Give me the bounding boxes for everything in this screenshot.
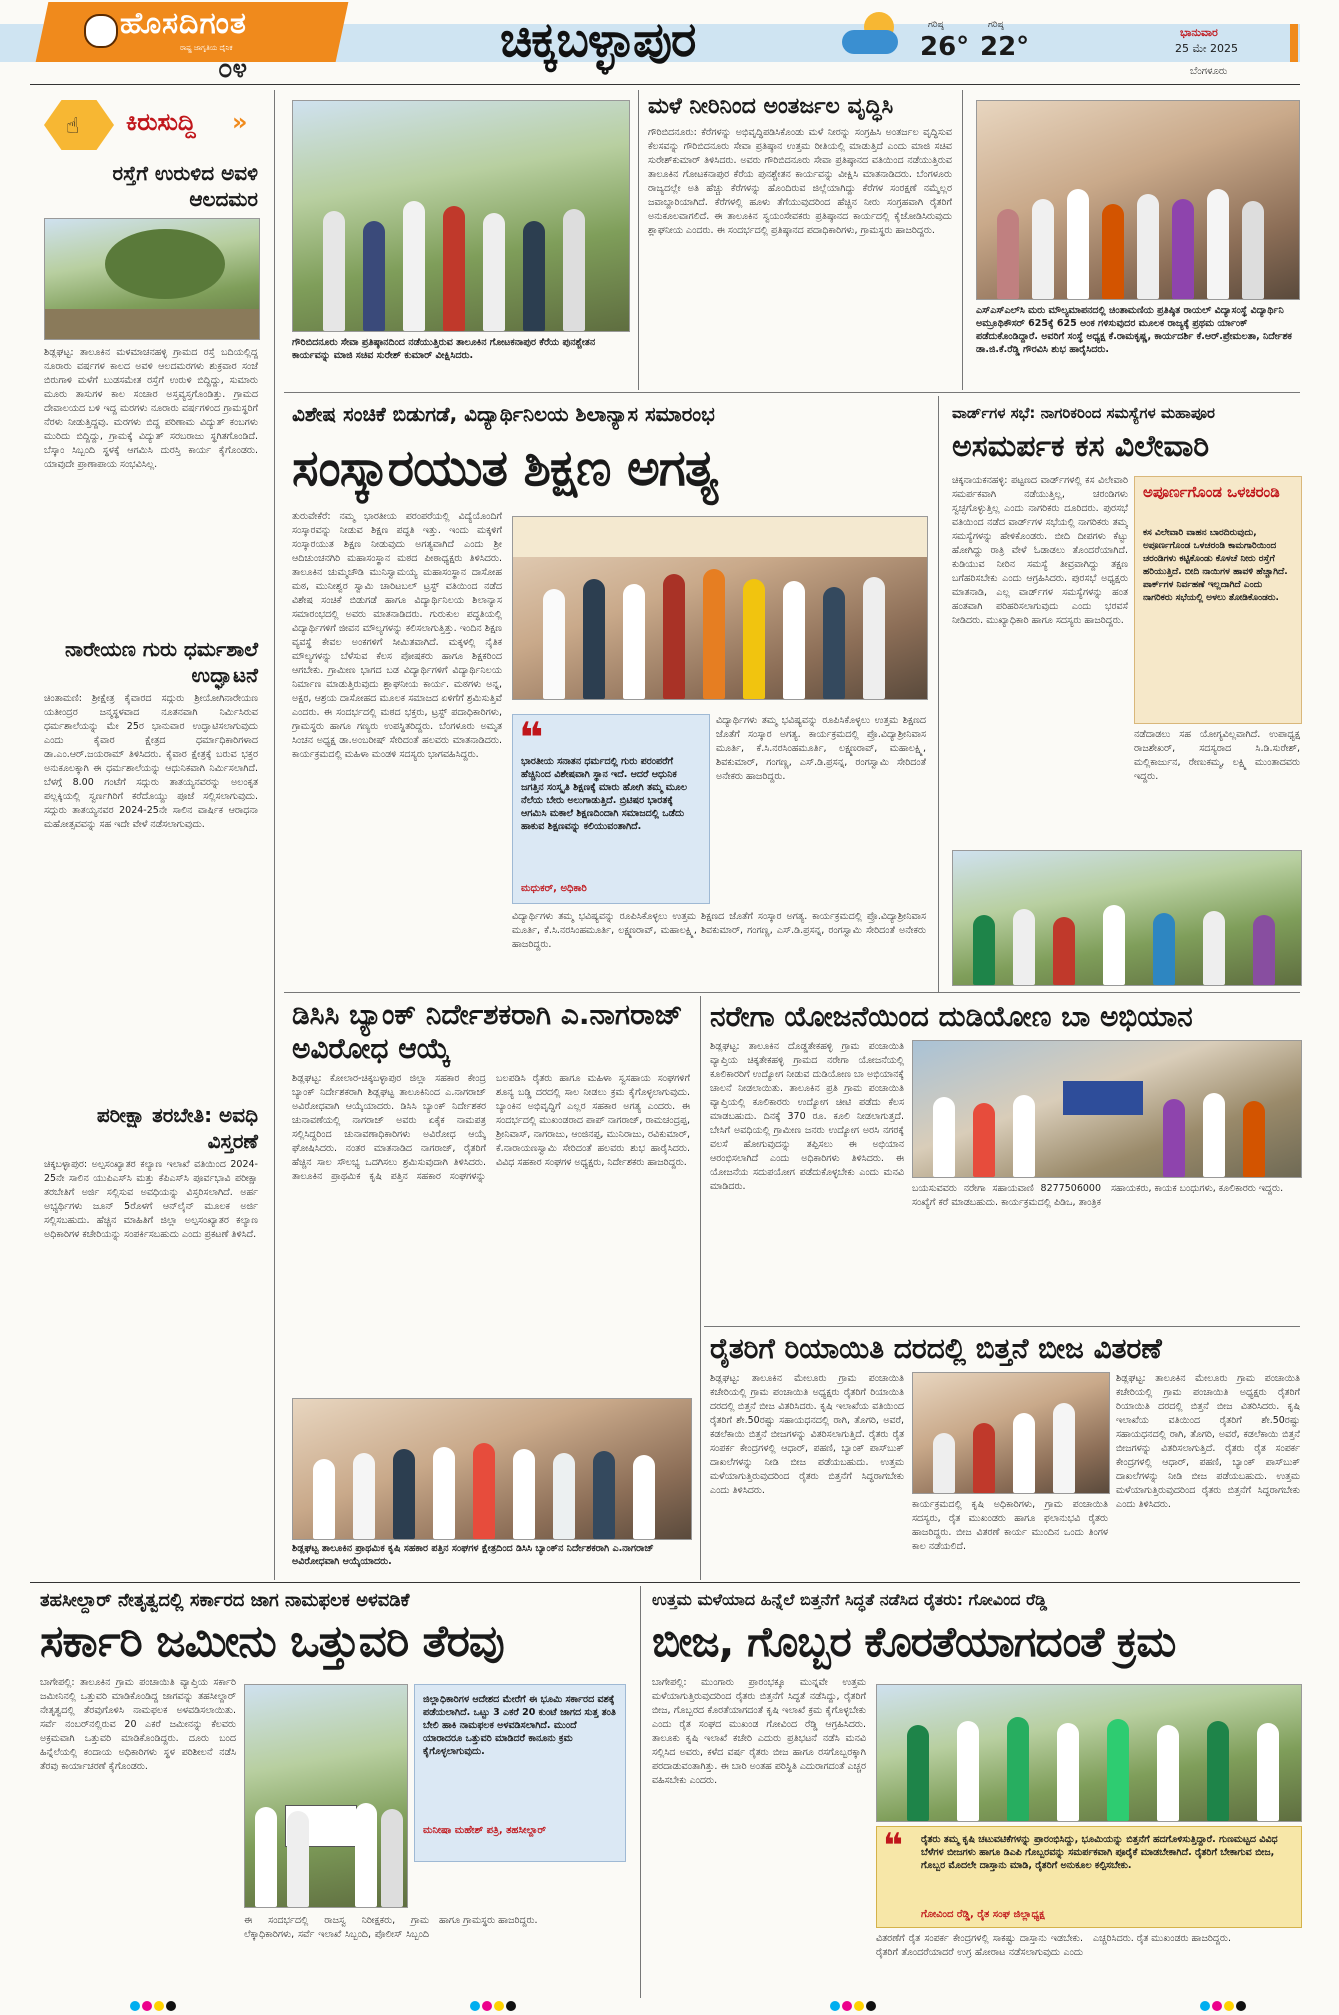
- max-temp-label: ಗರಿಷ್ಠ: [928, 20, 944, 30]
- paper-tagline: ರಾಷ್ಟ್ರ ಜಾಗೃತಿಯ ದೈನಿಕ: [180, 44, 233, 52]
- lead-body3: ವಿದ್ಯಾರ್ಥಿಗಳು ತಮ್ಮ ಭವಿಷ್ಯವನ್ನು ರೂಪಿಸಿಕೊಳ್ಳಲು ಉತ್ತಮ ಶಿಕ್ಷಣದ ಜೊತೆಗೆ ಸಂಸ್ಕಾರ ಅಗತ್ಯ. ಕಾರ್ಯಕ್ರಮದಲ್ಲಿ ಪ್ರೊ.ವಿದ್ಯಾಶ್ರೀನಿವಾಸ ಮೂರ್ತಿ, ಕೆ.ಸಿ.ನರಸಿಂಹಮೂರ್ತಿ, ಲಕ್ಷ್ಮಣರಾವ್, ಮಹಾಲಕ್ಷ್ಮಿ, ಶಿವಕುಮಾರ್, ಗಂಗಣ್ಣ, ಎಸ್.ಡಿ.ಪ್ರಸನ್ನ, ರಂಗಸ್ವಾಮಿ ಸೇರಿದಂತೆ ಅನೇಕರು ಹಾಜರಿದ್ದರು.: [512, 911, 926, 950]
- rule-5: [700, 996, 701, 1580]
- kirusuddi-item3-body: ಚಿಕ್ಕಬಳ್ಳಾಪುರ: ಅಲ್ಪಸಂಖ್ಯಾತರ ಕಲ್ಯಾಣ ಇಲಾಖೆ ವತಿಯಿಂದ 2024-25ನೇ ಸಾಲಿನ ಯುಪಿಎಸ್‌ಸಿ ಮತ್ತು ಕೆಪಿಎಸ್‌ಸಿ ಪೂರ್ವಭಾವಿ ಪರೀಕ್ಷಾ ತರಬೇತಿಗೆ ಅರ್ಜಿ ಸಲ್ಲಿಸುವ ಅವಧಿಯನ್ನು ವಿಸ್ತರಿಸಲಾಗಿದೆ. ಅರ್ಹ ಅಭ್ಯರ್ಥಿಗಳು ಜೂನ್ 5ರೊಳಗೆ ಆನ್‌ಲೈನ್ ಮೂಲಕ ಅರ್ಜಿ ಸಲ್ಲಿಸಬಹುದು. ಹೆಚ್ಚಿನ ಮಾಹಿತಿಗೆ ಜಿಲ್ಲಾ ಅಲ್ಪಸಂಖ್ಯಾತರ ಕಲ್ಯಾಣ ಅಧಿಕಾರಿಗಳ ಕಚೇರಿಯನ್ನು ಸಂಪರ್ಕಿಸಬಹುದು ಎಂದು ಪ್ರಕಟಣೆ ತಿಳಿಸಿದೆ.: [44, 1159, 258, 1240]
- kirusuddi-item3-title: ಪರೀಕ್ಷಾ ತರಬೇತಿ: ಅವಧಿ ವಿಸ್ತರಣೆ: [96, 1103, 258, 1153]
- ceremony-photo: [512, 516, 928, 700]
- land-body2: ಈ ಸಂದರ್ಭದಲ್ಲಿ ರಾಜಸ್ವ ನಿರೀಕ್ಷಕರು, ಗ್ರಾಮ ಲೆಕ್ಕಾಧಿಕಾರಿಗಳು, ಸರ್ವೆ ಇಲಾಖೆ ಸಿಬ್ಬಂದಿ, ಪೊಲೀಸ್ ಸಿಬ್ಬಂದಿ ಹಾಗೂ ಗ್ರಾಮಸ್ಥರು ಹಾಜರಿದ್ದರು.: [244, 1915, 538, 1940]
- kirusuddi-label: ಕಿರುಸುದ್ದಿ: [126, 108, 196, 136]
- max-temp: 26°: [920, 32, 970, 62]
- land-kicker: ತಹಸೀಲ್ದಾರ್ ನೇತೃತ್ವದಲ್ಲಿ ಸರ್ಕಾರದ ಜಾಗ ನಾಮಫಲಕ ಅಳವಡಿಕೆ: [40, 1590, 410, 1611]
- farmer-kicker: ಉತ್ತಮ ಮಳೆಯಾದ ಹಿನ್ನೆಲೆ ಬಿತ್ತನೆಗೆ ಸಿದ್ಧತೆ ನಡೆಸಿದ ರೈತರು: ಗೋವಿಂದ ರೆಡ್ಡಿ: [652, 1590, 1048, 1609]
- rule-h1: [284, 392, 1300, 393]
- dcc-caption: ಶಿಡ್ಲಘಟ್ಟ ತಾಲೂಕಿನ ಪ್ರಾಥಮಿಕ ಕೃಷಿ ಸಹಕಾರ ಪತ್ತಿನ ಸಂಘಗಳ ಕ್ಷೇತ್ರದಿಂದ ಡಿಸಿಸಿ ಬ್ಯಾಂಕ್‌ನ ನಿರ್ದೇಶಕರಾಗಿ ಎ.ನಾಗರಾಜ್ ಅವಿರೋಧವಾಗಿ ಆಯ್ಕೆಯಾದರು.: [292, 1543, 654, 1567]
- dcc-photo: [292, 1398, 692, 1540]
- farmer-headline: ಬೀಜ, ಗೊಬ್ಬರ ಕೊರತೆಯಾಗದಂತೆ ಕ್ರಮ: [652, 1617, 1176, 1666]
- ward-kicker: ವಾರ್ಡ್‌ಗಳ ಸಭೆ: ನಾಗರಿಕರಿಂದ ಸಮಸ್ಯೆಗಳ ಮಹಾಪೂರ: [952, 404, 1215, 422]
- quote-icon: ❝: [519, 713, 544, 762]
- rule-6: [640, 1586, 641, 1998]
- lake-visit-photo: [292, 100, 630, 332]
- registration-marks-4: [1200, 1996, 1248, 2015]
- ward-side-box: [1134, 476, 1302, 724]
- page-number: ೦೪: [218, 54, 248, 84]
- kirusuddi-badge: ☝ ಕಿರುಸುದ್ದಿ »: [44, 96, 254, 154]
- dcc-body: ಶಿಡ್ಲಘಟ್ಟ: ಕೋಲಾರ-ಚಿಕ್ಕಬಳ್ಳಾಪುರ ಜಿಲ್ಲಾ ಸಹಕಾರ ಕೇಂದ್ರ ಬ್ಯಾಂಕ್ ನಿರ್ದೇಶಕರಾಗಿ ಶಿಡ್ಲಘಟ್ಟ ತಾಲೂಕಿನಿಂದ ಎ.ನಾಗರಾಜ್ ಅವಿರೋಧವಾಗಿ ಆಯ್ಕೆಯಾದರು. ಡಿಸಿಸಿ ಬ್ಯಾಂಕ್ ನಿರ್ದೇಶಕರ ಚುನಾವಣೆಯಲ್ಲಿ ನಾಗರಾಜ್ ಅವರು ಏಕೈಕ ನಾಮಪತ್ರ ಸಲ್ಲಿಸಿದ್ದರಿಂದ ಚುನಾವಣಾಧಿಕಾರಿಗಳು ಅವಿರೋಧ ಆಯ್ಕೆ ಘೋಷಿಸಿದರು. ನಂತರ ಮಾತನಾಡಿದ ನಾಗರಾಜ್, ರೈತರಿಗೆ ಹೆಚ್ಚಿನ ಸಾಲ ಸೌಲಭ್ಯ ಒದಗಿಸಲು ಶ್ರಮಿಸುವುದಾಗಿ ತಿಳಿಸಿದರು. ತಾಲೂಕಿನ ಪ್ರಾಥಮಿಕ ಕೃಷಿ ಪತ್ತಿನ ಸಹಕಾರ ಸಂಘಗಳನ್ನು ಬಲಪಡಿಸಿ ರೈತರು ಹಾಗೂ ಮಹಿಳಾ ಸ್ವಸಹಾಯ ಸಂಘಗಳಿಗೆ ಶೂನ್ಯ ಬಡ್ಡಿ ದರದಲ್ಲಿ ಸಾಲ ನೀಡಲು ಕ್ರಮ ಕೈಗೊಳ್ಳಲಾಗುವುದು. ಬ್ಯಾಂಕಿನ ಅಭಿವೃದ್ಧಿಗೆ ಎಲ್ಲರ ಸಹಕಾರ ಅಗತ್ಯ ಎಂದರು. ಈ ಸಂದರ್ಭದಲ್ಲಿ ಮುಖಂಡರಾದ ಪಾಪ್ ನಾಗರಾಜ್, ರಾಮಚಂದ್ರಪ್ಪ, ಶ್ರೀನಿವಾಸ್, ನಾಗರಾಜು, ಆಂಜಿನಪ್ಪ, ಮುನಿರಾಜು, ರವಿಕುಮಾರ್, ಕೆ.ನಾರಾಯಣಸ್ವಾಮಿ ಸೇರಿದಂತೆ ಹಲವರು ಶುಭ ಹಾರೈಸಿದರು. ವಿವಿಧ ಸಹಕಾರ ಸಂಘಗಳ ಅಧ್ಯಕ್ಷರು, ನಿರ್ದೇಶಕರು ಹಾಜರಿದ್ದರು.: [292, 1073, 690, 1182]
- district-title: ಚಿಕ್ಕಬಳ್ಳಾಪುರ: [500, 12, 696, 68]
- rain-story-headline: ಮಳೆ ನೀರಿನಿಂದ ಅಂತರ್ಜಲ ವೃದ್ಧಿಸಿ: [648, 94, 894, 119]
- rule-h2: [284, 992, 1300, 993]
- issue-date: 25 ಮೇ 2025: [1175, 42, 1239, 55]
- lead-quote-box: [512, 714, 710, 904]
- farmer-quote-box: [876, 1826, 1302, 1928]
- lead-headline: ಸಂಸ್ಕಾರಯುತ ಶಿಕ್ಷಣ ಅಗತ್ಯ: [292, 439, 718, 497]
- issue-city: ಬೆಂಗಳೂರು: [1190, 66, 1228, 77]
- nrega-body2: ಬಯಸುವವರು ನರೇಗಾ ಸಹಾಯವಾಣಿ 8277506000 ಸಂಖ್ಯೆಗೆ ಕರೆ ಮಾಡಬಹುದು. ಕಾರ್ಯಕ್ರಮದಲ್ಲಿ ಪಿಡಿಒ, ತಾಂತ್ರಿಕ ಸಹಾಯಕರು, ಕಾಯಕ ಬಂಧುಗಳು, ಕೂಲಿಕಾರರು ಇದ್ದರು.: [912, 1183, 1284, 1208]
- min-temp-label: ಗರಿಷ್ಠ: [988, 20, 1004, 30]
- rule-3: [962, 90, 963, 390]
- kirusuddi-item1-body: ಶಿಡ್ಲಘಟ್ಟ: ತಾಲೂಕಿನ ಮಳಮಾಚನಹಳ್ಳಿ ಗ್ರಾಮದ ರಸ್ತೆ ಬದಿಯಲ್ಲಿದ್ದ ನೂರಾರು ವರ್ಷಗಳ ಕಾಲದ ಅವಳಿ ಆಲದಮರಗಳು ಶುಕ್ರವಾರ ಸಂಜೆ ಬಿರುಗಾಳಿ ಮಳೆಗೆ ಬುಡಸಮೇತ ರಸ್ತೆಗೆ ಉರುಳಿ ಬಿದ್ದಿದ್ದು, ಸುಮಾರು ಮೂರು ತಾಸುಗಳ ಕಾಲ ಸಂಚಾರ ಅಸ್ತವ್ಯಸ್ತಗೊಂಡಿತ್ತು. ಗ್ರಾಮದ ದೇವಾಲಯದ ಬಳಿ ಇದ್ದ ಮರಗಳು ನೂರಾರು ವರ್ಷಗಳಿಂದ ಗ್ರಾಮಸ್ಥರಿಗೆ ನೆರಳು ನೀಡುತ್ತಿದ್ದವು. ಮರಗಳು ಬಿದ್ದ ಪರಿಣಾಮ ವಿದ್ಯುತ್ ಕಂಬಗಳು ಮುರಿದು ಬಿದ್ದಿದ್ದು, ಗ್ರಾಮಕ್ಕೆ ವಿದ್ಯುತ್ ಸರಬರಾಜು ಸ್ಥಗಿತಗೊಂಡಿದೆ. ಬೆಸ್ಕಾಂ ಸಿಬ್ಬಂದಿ ಸ್ಥಳಕ್ಕೆ ಆಗಮಿಸಿ ದುರಸ್ತಿ ಕಾರ್ಯ ಕೈಗೊಂಡರು. ಯಾವುದೇ ಪ್ರಾಣಾಪಾಯ ಸಂಭವಿಸಿಲ್ಲ.: [44, 347, 258, 470]
- farmer-quote-text: ರೈತರು ತಮ್ಮ ಕೃಷಿ ಚಟುವಟಿಕೆಗಳನ್ನು ಪ್ರಾರಂಭಿಸಿದ್ದು, ಭೂಮಿಯನ್ನು ಬಿತ್ತನೆಗೆ ಹದಗೊಳಿಸುತ್ತಿದ್ದಾರೆ. ಗುಣಮಟ್ಟದ ವಿವಿಧ ಬೆಳೆಗಳ ಬೀಜಗಳು ಹಾಗೂ ಡಿಎಪಿ ಗೊಬ್ಬರವನ್ನು ಸಮರ್ಪಕವಾಗಿ ಪೂರೈಕೆ ಮಾಡಬೇಕಾಗಿದೆ. ರೈತರಿಗೆ ಬೇಕಾಗುವ ಬೀಜ, ಗೊಬ್ಬರ ಮೊದಲೇ ದಾಸ್ತಾನು ಮಾಡಿ, ರೈತರಿಗೆ ಅನುಕೂಲ ಕಲ್ಪಿಸಬೇಕು.: [921, 1834, 1278, 1871]
- ward-meeting-photo: [952, 850, 1302, 986]
- weather-icon: [842, 12, 902, 56]
- farmer-quote-icon: ❝: [883, 1826, 903, 1866]
- land-headline: ಸರ್ಕಾರಿ ಜಮೀನು ಒತ್ತುವರಿ ತೆರವು: [40, 1616, 504, 1667]
- chevron-right-icon: »: [232, 108, 248, 136]
- lead-kicker: ವಿಶೇಷ ಸಂಚಿಕೆ ಬಿಡುಗಡೆ, ವಿದ್ಯಾರ್ಥಿನಿಲಯ ಶಿಲಾನ್ಯಾಸ ಸಮಾರಂಭ: [292, 402, 715, 426]
- ward-box-body: ಕಸ ವಿಲೇವಾರಿ ವಾಹನ ಬಾರದಿರುವುದು, ಅಪೂರ್ಣಗೊಂಡ ಒಳಚರಂಡಿ ಕಾಮಗಾರಿಯಿಂದ ಚರಂಡಿಗಳು ಕಟ್ಟಿಕೊಂಡು ಕೊಳಚೆ ನೀರು ರಸ್ತೆಗೆ ಹರಿಯುತ್ತಿದೆ. ಬೀದಿ ನಾಯಿಗಳ ಹಾವಳಿ ಹೆಚ್ಚಾಗಿದೆ. ಪಾರ್ಕ್‌ಗಳ ನಿರ್ವಹಣೆ ಇಲ್ಲದಾಗಿದೆ ಎಂದು ನಾಗರಿಕರು ಸಭೆಯಲ್ಲಿ ಅಳಲು ತೋಡಿಕೊಂಡರು.: [1143, 528, 1288, 603]
- rule-2: [638, 90, 639, 390]
- kirusuddi-item1-photo: [44, 218, 260, 340]
- seed-body2: ಕಾರ್ಯಕ್ರಮದಲ್ಲಿ ಕೃಷಿ ಅಧಿಕಾರಿಗಳು, ಗ್ರಾಮ ಪಂಚಾಯಿತಿ ಸದಸ್ಯರು, ರೈತ ಮುಖಂಡರು ಹಾಗೂ ಫಲಾನುಭವಿ ರೈತರು ಹಾಜರಿದ್ದರು. ಬೀಜ ವಿತರಣೆ ಕಾರ್ಯ ಮುಂದಿನ ಒಂದು ತಿಂಗಳ ಕಾಲ ನಡೆಯಲಿದೆ.: [912, 1499, 1108, 1552]
- lake-visit-caption: ಗೌರಿಬಿದನೂರು ಸೇವಾ ಪ್ರತಿಷ್ಠಾನದಿಂದ ನಡೆಯುತ್ತಿರುವ ತಾಲೂಕಿನ ಗೋಟಕನಾಪುರ ಕೆರೆಯ ಪುನಶ್ಚೇತನ ಕಾರ್ಯವನ್ನು ಮಾಜಿ ಸಚಿವ ಸುರೇಶ್ ಕುಮಾರ್ ವೀಕ್ಷಿಸಿದರು.: [292, 337, 596, 361]
- ward-headline: ಅಸಮರ್ಪಕ ಕಸ ವಿಲೇವಾರಿ: [952, 429, 1210, 464]
- land-body: ಬಾಗೇಪಲ್ಲಿ: ತಾಲೂಕಿನ ಗ್ರಾಮ ಪಂಚಾಯಿತಿ ವ್ಯಾಪ್ತಿಯ ಸರ್ಕಾರಿ ಜಮೀನಿನಲ್ಲಿ ಒತ್ತುವರಿ ಮಾಡಿಕೊಂಡಿದ್ದ ಜಾಗವನ್ನು ತಹಸೀಲ್ದಾರ್ ನೇತೃತ್ವದಲ್ಲಿ ತೆರವುಗೊಳಿಸಿ ನಾಮಫಲಕ ಅಳವಡಿಸಲಾಯಿತು. ಸರ್ವೆ ನಂಬರ್‌ನಲ್ಲಿರುವ 20 ಎಕರೆ ಜಮೀನನ್ನು ಕೆಲವರು ಅಕ್ರಮವಾಗಿ ಒತ್ತುವರಿ ಮಾಡಿಕೊಂಡಿದ್ದರು. ದೂರು ಬಂದ ಹಿನ್ನೆಲೆಯಲ್ಲಿ ಕಂದಾಯ ಅಧಿಕಾರಿಗಳು ಸ್ಥಳ ಪರಿಶೀಲನೆ ನಡೆಸಿ ತೆರವು ಕಾರ್ಯಾಚರಣೆ ಕೈಗೊಂಡರು.: [40, 1677, 236, 1772]
- land-box-text: ಜಿಲ್ಲಾಧಿಕಾರಿಗಳ ಆದೇಶದ ಮೇರೆಗೆ ಈ ಭೂಮಿ ಸರ್ಕಾರದ ವಶಕ್ಕೆ ಪಡೆಯಲಾಗಿದೆ. ಒಟ್ಟು 3 ಎಕರೆ 20 ಕುಂಟೆ ಜಾಗದ ಸುತ್ತ ತಂತಿ ಬೇಲಿ ಹಾಕಿ ನಾಮಫಲಕ ಅಳವಡಿಸಲಾಗಿದೆ. ಮುಂದೆ ಯಾರಾದರೂ ಒತ್ತುವರಿ ಮಾಡಿದರೆ ಕಾನೂನು ಕ್ರಮ ಕೈಗೊಳ್ಳಲಾಗುವುದು.: [423, 1694, 616, 1757]
- kirusuddi-item2-title: ನಾರೇಯಣ ಗುರು ಧರ್ಮಶಾಲೆ ಉದ್ಘಾಟನೆ: [64, 637, 258, 687]
- lead-quote-text: ಭಾರತೀಯ ಸನಾತನ ಧರ್ಮದಲ್ಲಿ ಗುರು ಪರಂಪರೆಗೆ ಹೆಚ್ಚಿನಿಂದ ವಿಶೇಷವಾಗಿ ಸ್ಥಾನ ಇದೆ. ಆದರೆ ಆಧುನಿಕ ಜಗತ್ತಿನ ಸಂಸ್ಕೃತಿ ಶಿಕ್ಷಣಕ್ಕೆ ಮಾರು ಹೋಗಿ ತಮ್ಮ ಮೂಲ ನೆಲೆಯ ಬೇರು ಅಲುಗಾಡುತ್ತಿದೆ. ಬ್ರಿಟಿಷರ ಭಾರತಕ್ಕೆ ಆಗಮಿಸಿ ಮಕಾಲೆ ಶಿಕ್ಷಣದಿಂದಾಗಿ ಸಮಾಜದಲ್ಲಿ ಒಡೆದು ಹಾಕುವ ಶಿಕ್ಷಣವನ್ನು ಕಲಿಯುವಂತಾಗಿದೆ.: [521, 756, 687, 832]
- rule-h3: [704, 1326, 1300, 1327]
- lead-body: ತುರುವೇಕೆರೆ: ನಮ್ಮ ಭಾರತೀಯ ಪರಂಪರೆಯಲ್ಲಿ ವಿದ್ಯೆಯೊಂದಿಗೆ ಸಂಸ್ಕಾರವನ್ನು ನೀಡುವ ಶಿಕ್ಷಣ ಪದ್ಧತಿ ಇತ್ತು. ಇಂದು ಮಕ್ಕಳಿಗೆ ಸಂಸ್ಕಾರಯುತ ಶಿಕ್ಷಣ ನೀಡುವುದು ಅಗತ್ಯವಾಗಿದೆ ಎಂದು ಶ್ರೀ ಆದಿಚುಂಚನಗಿರಿ ಮಹಾಸಂಸ್ಥಾನ ಮಠದ ಪೀಠಾಧ್ಯಕ್ಷರು ತಿಳಿಸಿದರು. ತಾಲೂಕಿನ ಚುಮ್ಮಚೌಡಿ ಮುನಿಸ್ವಾಮಯ್ಯ ಮಹಾಸಂಸ್ಥಾನ ದಾಸೋಹ ಮಠ, ಮುನೀಶ್ವರ ಸ್ವಾಮಿ ಚಾರಿಟಬಲ್ ಟ್ರಸ್ಟ್ ವತಿಯಿಂದ ನಡೆದ ವಿಶೇಷ ಸಂಚಿಕೆ ಬಿಡುಗಡೆ ಹಾಗೂ ವಿದ್ಯಾರ್ಥಿನಿಲಯ ಶಿಲಾನ್ಯಾಸ ಸಮಾರಂಭದಲ್ಲಿ ಅವರು ಮಾತನಾಡಿದರು. ಗುರುಕುಲ ಪದ್ಧತಿಯಲ್ಲಿ ವಿದ್ಯಾರ್ಥಿಗಳಿಗೆ ಜೀವನ ಮೌಲ್ಯಗಳನ್ನು ಕಲಿಸಲಾಗುತ್ತಿತ್ತು. ಇಂದಿನ ಶಿಕ್ಷಣ ವ್ಯವಸ್ಥೆ ಕೇವಲ ಅಂಕಗಳಿಗೆ ಸೀಮಿತವಾಗಿದೆ. ಮಕ್ಕಳಲ್ಲಿ ನೈತಿಕ ಮೌಲ್ಯಗಳನ್ನು ಬೆಳೆಸುವ ಕೆಲಸ ಪೋಷಕರು ಹಾಗೂ ಶಿಕ್ಷಕರಿಂದ ಆಗಬೇಕು. ಗ್ರಾಮೀಣ ಭಾಗದ ಬಡ ವಿದ್ಯಾರ್ಥಿಗಳಿಗೆ ವಿದ್ಯಾರ್ಥಿನಿಲಯ ನಿರ್ಮಾಣ ಮಾಡುತ್ತಿರುವುದು ಶ್ಲಾಘನೀಯ ಕಾರ್ಯ. ಮಠಗಳು ಅನ್ನ, ಅಕ್ಷರ, ಆಶ್ರಯ ದಾಸೋಹದ ಮೂಲಕ ಸಮಾಜದ ಏಳಿಗೆಗೆ ಶ್ರಮಿಸುತ್ತಿವೆ ಎಂದರು. ಈ ಸಂದರ್ಭದಲ್ಲಿ ಮಠದ ಭಕ್ತರು, ಟ್ರಸ್ಟ್ ಪದಾಧಿಕಾರಿಗಳು, ಗ್ರಾಮಸ್ಥರು ಹಾಗೂ ಗಣ್ಯರು ಉಪಸ್ಥಿತರಿದ್ದರು. ಬೆಂಗಳೂರು ಅಮೃತ ಸಿಂಚನ ಅಧ್ಯಕ್ಷ ಡಾ.ಅಂಬರೀಷ್ ಸೇರಿದಂತೆ ಹಲವರು ಮಾತನಾಡಿದರು. ಕಾರ್ಯಕ್ರಮದಲ್ಲಿ ಮಹಿಳಾ ಮಂಡಳಿ ಸದಸ್ಯರು ಭಾಗವಹಿಸಿದ್ದರು.: [292, 511, 502, 760]
- min-temp: 22°: [980, 32, 1030, 62]
- registration-marks-1: [130, 1996, 178, 2015]
- ward-box-title: ಅಪೂರ್ಣಗೊಂಡ ಒಳಚರಂಡಿ: [1143, 483, 1280, 501]
- ward-body2: ನಡೆದಾಡಲು ಸಹ ಯೋಗ್ಯವಿಲ್ಲವಾಗಿದೆ. ಉಪಾಧ್ಯಕ್ಷ ರಾಜಶೇಖರ್, ಸದಸ್ಯರಾದ ಸಿ.ಡಿ.ಸುರೇಶ್, ಮಲ್ಲಿಕಾರ್ಜುನ, ರೇಣುಕಮ್ಮ, ಲಕ್ಷ್ಮಿ ಮುಂತಾದವರು ಇದ್ದರು.: [1134, 729, 1300, 782]
- kirusuddi-item1-title: ರಸ್ತೆಗೆ ಉರುಳಿದ ಅವಳಿ ಆಲದಮರ: [112, 161, 258, 211]
- farmer-quote-by: ಗೋವಿಂದ ರೆಡ್ಡಿ, ರೈತ ಸಂಘ ಜಿಲ್ಲಾಧ್ಯಕ್ಷ: [921, 1909, 1045, 1920]
- masthead-orange-tab: [1290, 24, 1298, 62]
- land-quote-box: [414, 1684, 626, 1862]
- nrega-body: ಶಿಡ್ಲಘಟ್ಟ: ತಾಲೂಕಿನ ದೊಡ್ಡತೇಕಹಳ್ಳಿ ಗ್ರಾಮ ಪಂಚಾಯಿತಿ ವ್ಯಾಪ್ತಿಯ ಚಿಕ್ಕತೇಕಹಳ್ಳಿ ಗ್ರಾಮದ ನರೇಗಾ ಯೋಜನೆಯಲ್ಲಿ ಕೂಲಿಕಾರರಿಗೆ ಉದ್ಯೋಗ ನೀಡುವ ದುಡಿಯೋಣ ಬಾ ಅಭಿಯಾನಕ್ಕೆ ಚಾಲನೆ ನೀಡಲಾಯಿತು. ತಾಲೂಕಿನ ಪ್ರತಿ ಗ್ರಾಮ ಪಂಚಾಯಿತಿ ವ್ಯಾಪ್ತಿಯಲ್ಲಿ ಕೂಲಿಕಾರರು ಉದ್ಯೋಗ ಚೀಟಿ ಪಡೆದು ಕೆಲಸ ಮಾಡಬಹುದು. ದಿನಕ್ಕೆ 370 ರೂ. ಕೂಲಿ ನೀಡಲಾಗುತ್ತದೆ. ಬೇಸಿಗೆ ಅವಧಿಯಲ್ಲಿ ಗ್ರಾಮೀಣ ಜನರು ಉದ್ಯೋಗ ಅರಸಿ ನಗರಕ್ಕೆ ವಲಸೆ ಹೋಗುವುದನ್ನು ತಪ್ಪಿಸಲು ಈ ಅಭಿಯಾನ ಆರಂಭಿಸಲಾಗಿದೆ ಎಂದು ಅಧಿಕಾರಿಗಳು ತಿಳಿಸಿದರು. ಈ ಯೋಜನೆಯ ಸದುಪಯೋಗ ಪಡೆದುಕೊಳ್ಳಬೇಕು ಎಂದು ಮನವಿ ಮಾಡಿದರು.: [710, 1041, 904, 1192]
- registration-marks-3: [830, 1996, 878, 2015]
- seed-photo: [912, 1372, 1110, 1494]
- farmer-body: ಬಾಗೇಪಲ್ಲಿ: ಮುಂಗಾರು ಪ್ರಾರಂಭಕ್ಕೂ ಮುನ್ನವೇ ಉತ್ತಮ ಮಳೆಯಾಗುತ್ತಿರುವುದರಿಂದ ರೈತರು ಬಿತ್ತನೆಗೆ ಸಿದ್ಧತೆ ನಡೆಸಿದ್ದು, ರೈತರಿಗೆ ಬೀಜ, ಗೊಬ್ಬರದ ಕೊರತೆಯಾಗದಂತೆ ಕೃಷಿ ಇಲಾಖೆ ಕ್ರಮ ಕೈಗೊಳ್ಳಬೇಕು ಎಂದು ರೈತ ಸಂಘದ ಮುಖಂಡ ಗೋವಿಂದ ರೆಡ್ಡಿ ಆಗ್ರಹಿಸಿದರು. ತಾಲೂಕು ಕೃಷಿ ಇಲಾಖೆ ಕಚೇರಿ ಎದುರು ಪ್ರತಿಭಟನೆ ನಡೆಸಿ ಮನವಿ ಸಲ್ಲಿಸಿದ ಅವರು, ಕಳೆದ ವರ್ಷ ರೈತರು ಬೀಜ ಹಾಗೂ ರಸಗೊಬ್ಬರಕ್ಕಾಗಿ ಪರದಾಡುವಂತಾಗಿತ್ತು. ಈ ಬಾರಿ ಅಂತಹ ಪರಿಸ್ಥಿತಿ ಎದುರಾಗದಂತೆ ಎಚ್ಚರ ವಹಿಸಬೇಕು ಎಂದರು.: [652, 1677, 866, 1786]
- award-caption: ಎಸ್‌ಎಸ್‌ಎಲ್‌ಸಿ ಮರು ಮೌಲ್ಯಮಾಪನದಲ್ಲಿ ಚಿಂತಾಮಣಿಯ ಪ್ರತಿಷ್ಠಿತ ರಾಯಲ್ ವಿದ್ಯಾಸಂಸ್ಥೆ ವಿದ್ಯಾರ್ಥಿನಿ ಅಮ್ರೂಥಿಕೌಸರ್ 625ಕ್ಕೆ 625 ಅಂಕ ಗಳಿಸುವುದರ ಮೂಲಕ ರಾಜ್ಯಕ್ಕೆ ಪ್ರಥಮ ರ್ಯಾಂಕ್ ಪಡೆದುಕೊಂಡಿದ್ದಾರೆ. ಅವರಿಗೆ ಸಂಸ್ಥೆ ಅಧ್ಯಕ್ಷ ಕೆ.ರಾಮಕೃಷ್ಣ, ಕಾರ್ಯದರ್ಶಿ ಕೆ.ಆರ್.ಪ್ರೇಮಲತಾ, ನಿರ್ದೇಶಕ ಡಾ.ಜಿ.ಕೆ.ರೆಡ್ಡಿ ಗೌರವಿಸಿ ಶುಭ ಹಾರೈಸಿದರು.: [976, 305, 1292, 355]
- dcc-headline: ಡಿಸಿಸಿ ಬ್ಯಾಂಕ್ ನಿರ್ದೇಶಕರಾಗಿ ಎ.ನಾಗರಾಜ್ ಅವಿರೋಧ ಆಯ್ಕೆ: [292, 998, 683, 1065]
- rain-story-body: ಗೌರಿಬಿದನೂರು: ಕೆರೆಗಳನ್ನು ಅಭಿವೃದ್ಧಿಪಡಿಸಿಕೊಂಡು ಮಳೆ ನೀರನ್ನು ಸಂಗ್ರಹಿಸಿ ಅಂತರ್ಜಲ ವೃದ್ಧಿಸುವ ಕೆಲಸವನ್ನು ಗೌರಿಬಿದನೂರು ಸೇವಾ ಪ್ರತಿಷ್ಠಾನ ಉತ್ತಮ ರೀತಿಯಲ್ಲಿ ಮಾಡುತ್ತಿದೆ ಎಂದು ಮಾಜಿ ಸಚಿವ ಸುರೇಶ್‌ಕುಮಾರ್ ತಿಳಿಸಿದರು. ಅವರು ಗೌರಿಬಿದನೂರು ಸೇವಾ ಪ್ರತಿಷ್ಠಾನದ ವತಿಯಿಂದ ನಡೆಯುತ್ತಿರುವ ತಾಲೂಕಿನ ಗೋಟಕನಾಪುರ ಕೆರೆಯ ಪುನಶ್ಚೇತನ ಕಾರ್ಯವನ್ನು ವೀಕ್ಷಿಸಿ ಮಾತನಾಡಿದರು. ಬೆಂಗಳೂರು ರಾಜ್ಯದಲ್ಲೇ ಅತಿ ಹೆಚ್ಚು ಕೆರೆಗಳನ್ನು ಹೊಂದಿರುವ ಜಿಲ್ಲೆಯಾಗಿದ್ದು ಕೆರೆಗಳ ಸಂರಕ್ಷಣೆ ನಮ್ಮೆಲ್ಲರ ಜವಾಬ್ದಾರಿಯಾಗಿದೆ. ಕೆರೆಗಳಲ್ಲಿ ಹೂಳು ತೆಗೆಯುವುದರಿಂದ ಹೆಚ್ಚಿನ ನೀರು ಸಂಗ್ರಹವಾಗಿ ರೈತರಿಗೆ ಅನುಕೂಲವಾಗಲಿದೆ. ಈ ತಾಲೂಕಿನ ಸ್ವಯಂಸೇವಕರು ಪ್ರತಿಷ್ಠಾನದ ಕಾರ್ಯದಲ್ಲಿ ಕೈಜೋಡಿಸಿರುವುದು ಶ್ಲಾಘನೀಯ ಎಂದರು. ಈ ಸಂದರ್ಭದಲ್ಲಿ ಪ್ರತಿಷ್ಠಾನದ ಪದಾಧಿಕಾರಿಗಳು, ಗ್ರಾಮಸ್ಥರು ಹಾಜರಿದ್ದರು.: [648, 127, 952, 236]
- nrega-headline: ನರೇಗಾ ಯೋಜನೆಯಿಂದ ದುಡಿಯೋಣ ಬಾ ಅಭಿಯಾನ: [710, 1000, 1193, 1033]
- masthead: [0, 0, 1339, 88]
- land-photo: [244, 1684, 408, 1908]
- seed-body3: ಶಿಡ್ಲಘಟ್ಟ: ತಾಲೂಕಿನ ಮೇಲೂರು ಗ್ರಾಮ ಪಂಚಾಯಿತಿ ಕಚೇರಿಯಲ್ಲಿ ಗ್ರಾಮ ಪಂಚಾಯಿತಿ ಅಧ್ಯಕ್ಷರು ರೈತರಿಗೆ ರಿಯಾಯಿತಿ ದರದಲ್ಲಿ ಬಿತ್ತನೆ ಬೀಜ ವಿತರಿಸಿದರು. ಕೃಷಿ ಇಲಾಖೆಯ ವತಿಯಿಂದ ರೈತರಿಗೆ ಶೇ.50ರಷ್ಟು ಸಹಾಯಧನದಲ್ಲಿ ರಾಗಿ, ತೊಗರಿ, ಅವರೆ, ಕಡಲೆಕಾಯಿ ಬಿತ್ತನೆ ಬೀಜಗಳನ್ನು ವಿತರಿಸಲಾಗುತ್ತಿದೆ. ರೈತರು ರೈತ ಸಂಪರ್ಕ ಕೇಂದ್ರಗಳಲ್ಲಿ ಆಧಾರ್, ಪಹಣಿ, ಬ್ಯಾಂಕ್ ಪಾಸ್‌ಬುಕ್ ದಾಖಲೆಗಳನ್ನು ನೀಡಿ ಬೀಜ ಪಡೆಯಬಹುದು. ಉತ್ತಮ ಮಳೆಯಾಗುತ್ತಿರುವುದರಿಂದ ರೈತರು ಬಿತ್ತನೆಗೆ ಸಿದ್ಧರಾಗಬೇಕು ಎಂದು ತಿಳಿಸಿದರು.: [1116, 1373, 1300, 1510]
- left-column-rule: [274, 90, 275, 1580]
- registration-marks-2: [470, 1996, 518, 2015]
- masthead-rule: [30, 84, 1300, 85]
- kirusuddi-item2-body: ಚಿಂತಾಮಣಿ: ಶ್ರೀಕ್ಷೇತ್ರ ಕೈವಾರದ ಸದ್ಗುರು ಶ್ರೀಯೋಗಿನಾರೇಯಣ ಯತೀಂದ್ರರ ಜನ್ಮಸ್ಥಳವಾದ ನೂತನವಾಗಿ ನಿರ್ಮಿಸಿರುವ ಧರ್ಮಶಾಲೆಯನ್ನು ಮೇ 25ರ ಭಾನುವಾರ ಉದ್ಘಾಟಿಸಲಾಗುವುದು ಎಂದು ಕೈವಾರ ಕ್ಷೇತ್ರದ ಧರ್ಮಾಧಿಕಾರಿಗಳಾದ ಡಾ.ಎಂ.ಆರ್.ಜಯರಾಮ್ ತಿಳಿಸಿದರು. ಕೈವಾರ ಕ್ಷೇತ್ರಕ್ಕೆ ಬರುವ ಭಕ್ತರ ಅನುಕೂಲಕ್ಕಾಗಿ ಈ ಧರ್ಮಶಾಲೆಯನ್ನು ಆಧುನಿಕವಾಗಿ ನಿರ್ಮಿಸಲಾಗಿದೆ. ಬೆಳಗ್ಗೆ 8.00 ಗಂಟೆಗೆ ಸದ್ಗುರು ತಾತಯ್ಯನವರನ್ನು ಅಲಂಕೃತ ಪಲ್ಲಕ್ಕಿಯಲ್ಲಿ ಸ್ವರ್ಣಗಿರಿಗೆ ಕರೆದೊಯ್ದು ಪೂಜೆ ಸಲ್ಲಿಸಲಾಗುವುದು. ಸದ್ಗುರು ತಾತಯ್ಯನವರ 2024-25ನೇ ಸಾಲಿನ ವಾರ್ಷಿಕ ಆರಾಧನಾ ಮಹೋತ್ಸವವನ್ನು ಸಹ ಇದೇ ವೇಳೆ ನಡೆಸಲಾಗುವುದು.: [44, 693, 258, 830]
- farmer-body2: ವಿತರಣೆಗೆ ರೈತ ಸಂಪರ್ಕ ಕೇಂದ್ರಗಳಲ್ಲಿ ಸಾಕಷ್ಟು ದಾಸ್ತಾನು ಇಡಬೇಕು. ರೈತರಿಗೆ ತೊಂದರೆಯಾದರೆ ಉಗ್ರ ಹೋರಾಟ ನಡೆಸಲಾಗುವುದು ಎಂದು ಎಚ್ಚರಿಸಿದರು. ರೈತ ಮುಖಂಡರು ಹಾಜರಿದ್ದರು.: [876, 1933, 1231, 1958]
- paper-name: ಹೊಸದಿಗಂತ: [120, 6, 247, 41]
- nrega-photo: [912, 1040, 1302, 1178]
- farmer-photo: [876, 1684, 1302, 1822]
- lead-quote-by: ಮಧುಕರ್, ಅಧಿಕಾರಿ: [521, 883, 587, 894]
- award-photo: [976, 100, 1300, 300]
- ward-body: ಚಿಕ್ಕನಾಯಕನಹಳ್ಳಿ: ಪಟ್ಟಣದ ವಾರ್ಡ್‌ಗಳಲ್ಲಿ ಕಸ ವಿಲೇವಾರಿ ಸಮರ್ಪಕವಾಗಿ ನಡೆಯುತ್ತಿಲ್ಲ, ಚರಂಡಿಗಳು ಸ್ವಚ್ಛಗೊಳ್ಳುತ್ತಿಲ್ಲ ಎಂದು ನಾಗರಿಕರು ದೂರಿದರು. ಪುರಸಭೆ ವತಿಯಿಂದ ನಡೆದ ವಾರ್ಡ್‌ಗಳ ಸಭೆಯಲ್ಲಿ ನಾಗರಿಕರು ತಮ್ಮ ಸಮಸ್ಯೆಗಳನ್ನು ಹೇಳಿಕೊಂಡರು. ಬೀದಿ ದೀಪಗಳು ಕೆಟ್ಟು ಹೋಗಿದ್ದು ರಾತ್ರಿ ವೇಳೆ ಓಡಾಡಲು ತೊಂದರೆಯಾಗಿದೆ. ಕುಡಿಯುವ ನೀರಿನ ಸಮಸ್ಯೆ ತೀವ್ರವಾಗಿದ್ದು ತಕ್ಷಣ ಬಗೆಹರಿಸಬೇಕು ಎಂದು ಆಗ್ರಹಿಸಿದರು. ಪುರಸಭೆ ಅಧ್ಯಕ್ಷರು ಮಾತನಾಡಿ, ಎಲ್ಲ ವಾರ್ಡ್‌ಗಳ ಸಮಸ್ಯೆಗಳನ್ನು ಹಂತ ಹಂತವಾಗಿ ಪರಿಹರಿಸಲಾಗುವುದು ಎಂದು ಭರವಸೆ ನೀಡಿದರು. ಮುಖ್ಯಾಧಿಕಾರಿ ಹಾಗೂ ಸದಸ್ಯರು ಹಾಜರಿದ್ದರು.: [952, 475, 1128, 626]
- lead-body2: ವಿದ್ಯಾರ್ಥಿಗಳು ತಮ್ಮ ಭವಿಷ್ಯವನ್ನು ರೂಪಿಸಿಕೊಳ್ಳಲು ಉತ್ತಮ ಶಿಕ್ಷಣದ ಜೊತೆಗೆ ಸಂಸ್ಕಾರ ಅಗತ್ಯ. ಕಾರ್ಯಕ್ರಮದಲ್ಲಿ ಪ್ರೊ.ವಿದ್ಯಾಶ್ರೀನಿವಾಸ ಮೂರ್ತಿ, ಕೆ.ಸಿ.ನರಸಿಂಹಮೂರ್ತಿ, ಲಕ್ಷ್ಮಣರಾವ್, ಮಹಾಲಕ್ಷ್ಮಿ, ಶಿವಕುಮಾರ್, ಗಂಗಣ್ಣ, ಎಸ್.ಡಿ.ಪ್ರಸನ್ನ, ರಂಗಸ್ವಾಮಿ ಸೇರಿದಂತೆ ಅನೇಕರು ಹಾಜರಿದ್ದರು.: [716, 715, 926, 782]
- issue-day: ಭಾನುವಾರ: [1180, 26, 1218, 39]
- logo-emblem-icon: [84, 14, 118, 48]
- land-box-by: ಮನೀಷಾ ಮಹೇಶ್ ಪತ್ರಿ, ತಹಸೀಲ್ದಾರ್: [423, 1825, 546, 1836]
- rule-h4: [30, 1582, 1300, 1583]
- seed-body: ಶಿಡ್ಲಘಟ್ಟ: ತಾಲೂಕಿನ ಮೇಲೂರು ಗ್ರಾಮ ಪಂಚಾಯಿತಿ ಕಚೇರಿಯಲ್ಲಿ ಗ್ರಾಮ ಪಂಚಾಯಿತಿ ಅಧ್ಯಕ್ಷರು ರೈತರಿಗೆ ರಿಯಾಯಿತಿ ದರದಲ್ಲಿ ಬಿತ್ತನೆ ಬೀಜ ವಿತರಿಸಿದರು. ಕೃಷಿ ಇಲಾಖೆಯ ವತಿಯಿಂದ ರೈತರಿಗೆ ಶೇ.50ರಷ್ಟು ಸಹಾಯಧನದಲ್ಲಿ ರಾಗಿ, ತೊಗರಿ, ಅವರೆ, ಕಡಲೆಕಾಯಿ ಬಿತ್ತನೆ ಬೀಜಗಳನ್ನು ವಿತರಿಸಲಾಗುತ್ತಿದೆ. ರೈತರು ರೈತ ಸಂಪರ್ಕ ಕೇಂದ್ರಗಳಲ್ಲಿ ಆಧಾರ್, ಪಹಣಿ, ಬ್ಯಾಂಕ್ ಪಾಸ್‌ಬುಕ್ ದಾಖಲೆಗಳನ್ನು ನೀಡಿ ಬೀಜ ಪಡೆಯಬಹುದು. ಉತ್ತಮ ಮಳೆಯಾಗುತ್ತಿರುವುದರಿಂದ ರೈತರು ಬಿತ್ತನೆಗೆ ಸಿದ್ಧರಾಗಬೇಕು ಎಂದು ತಿಳಿಸಿದರು.: [710, 1373, 904, 1496]
- seed-headline: ರೈತರಿಗೆ ರಿಯಾಯಿತಿ ದರದಲ್ಲಿ ಬಿತ್ತನೆ ಬೀಜ ವಿತರಣೆ: [710, 1332, 1162, 1365]
- rule-4: [938, 396, 939, 992]
